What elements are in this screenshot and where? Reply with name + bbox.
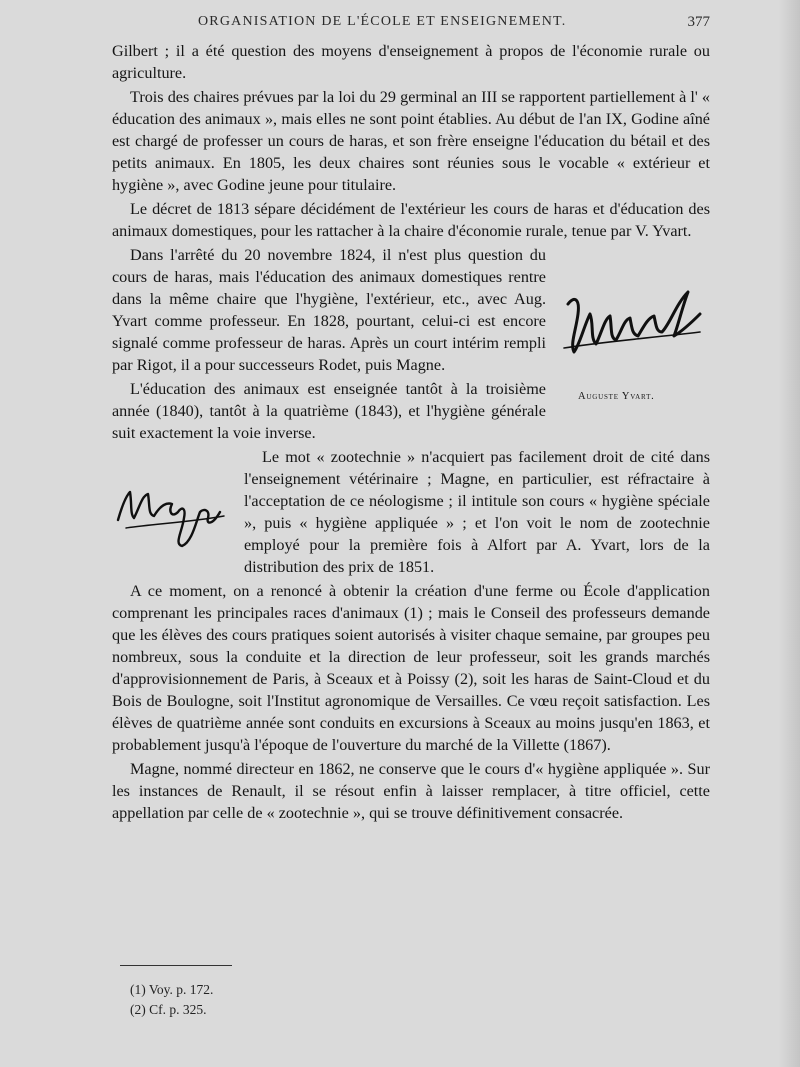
paragraph-7: A ce moment, on a renoncé à obtenir la création d'une ferme ou École d'application comprenant les principales races d'animaux (1) ; mais le Conseil des professeurs demande que les élèves des cours pratiques soient autorisés à visiter chaque semaine, par groupes peu nombreux, sous la conduite et la direction de leur professeur, soit les grands marchés d'approvisionnement de Paris, à Sceaux et à Poissy (2), soit les haras de Saint-Cloud et du Bois de Boulogne, soit l'Institut agronomique de Versailles. Ce vœu reçoit satisfaction. Les élèves de quatrième année sont conduits en excursions à Sceaux au moins jusqu'en 1863, et probablement jusqu'à l'époque de l'ouverture du marché de la Villette (1867).	[112, 582, 710, 754]
paragraph-5: L'éducation des animaux est enseignée tantôt à la troisième année (1840), tantôt à la quatrième (1843), et l'hygiène générale suit exactement la voie inverse.	[112, 380, 546, 442]
footnote-2: (2) Cf. p. 325.	[130, 1002, 207, 1017]
magne-signature	[112, 452, 232, 562]
paragraph-2: Trois des chaires prévues par la loi du 29 germinal an III se rapportent partiellement à l' « éducation des animaux », mais elles ne sont point établies. Au début de l'an IX, Godine aîné est chargé de professer un cours de haras, et son frère enseigne l'éducation du bétail et des petits animaux. En 1805, les deux chaires sont réunies sous le vocable « extérieur et hygiène », avec Godine jeune pour titulaire.	[112, 88, 710, 194]
footnotes	[130, 980, 213, 1020]
footnote-1: (1) Voy. p. 172.	[130, 982, 214, 997]
page-edge-shadow	[778, 0, 800, 1067]
paragraph-6: Le mot « zootechnie » n'acquiert pas facilement droit de cité dans l'enseignement vétérinaire ; Magne, en particulier, est réfractaire à l'acceptation de ce néologisme ; il intitule son cours « hygiène spéciale », puis « hygiène appliquée » ; et l'on voit le nom de zootechnie employé pour la première fois à Alfort par A. Yvart, lors de la distribution des prix de 1851.	[244, 448, 710, 576]
yvart-caption: Auguste Yvart.	[578, 391, 655, 402]
yvart-signature	[560, 274, 710, 374]
paragraph-1: Gilbert ; il a été question des moyens d'enseignement à propos de l'économie rurale ou agriculture.	[112, 42, 710, 82]
paragraph-4: Dans l'arrêté du 20 novembre 1824, il n'est plus question du cours de haras, mais l'éducation des animaux domestiques rentre dans la même chaire que l'hygiène, l'extérieur, etc., avec Aug. Yvart comme professeur. En 1828, pourtant, celui-ci est encore signalé comme professeur de haras. Après un court intérim rempli par Rigot, il a pour successeurs Rodet, puis Magne.	[112, 246, 546, 374]
page-number: 377	[687, 14, 710, 30]
footnote-divider	[120, 965, 232, 966]
magne-signature-figure	[112, 452, 232, 562]
paragraph-3: Le décret de 1813 sépare décidément de l'extérieur les cours de haras et d'éducation des animaux domestiques, pour les rattacher à la chaire d'économie rurale, tenue par V. Yvart.	[112, 200, 710, 240]
yvart-portrait-figure	[560, 274, 710, 414]
paragraph-8: Magne, nommé directeur en 1862, ne conserve que le cours d'« hygiène appliquée ». Sur les instances de Renault, il se résout enfin à laisser remplacer, à titre officiel, cette appellation par celle de « zootechnie », qui se trouve définitivement consacrée.	[112, 760, 710, 822]
body-text	[112, 40, 710, 826]
page-header	[180, 12, 710, 36]
running-title: ORGANISATION DE L'ÉCOLE ET ENSEIGNEMENT.	[198, 14, 567, 29]
